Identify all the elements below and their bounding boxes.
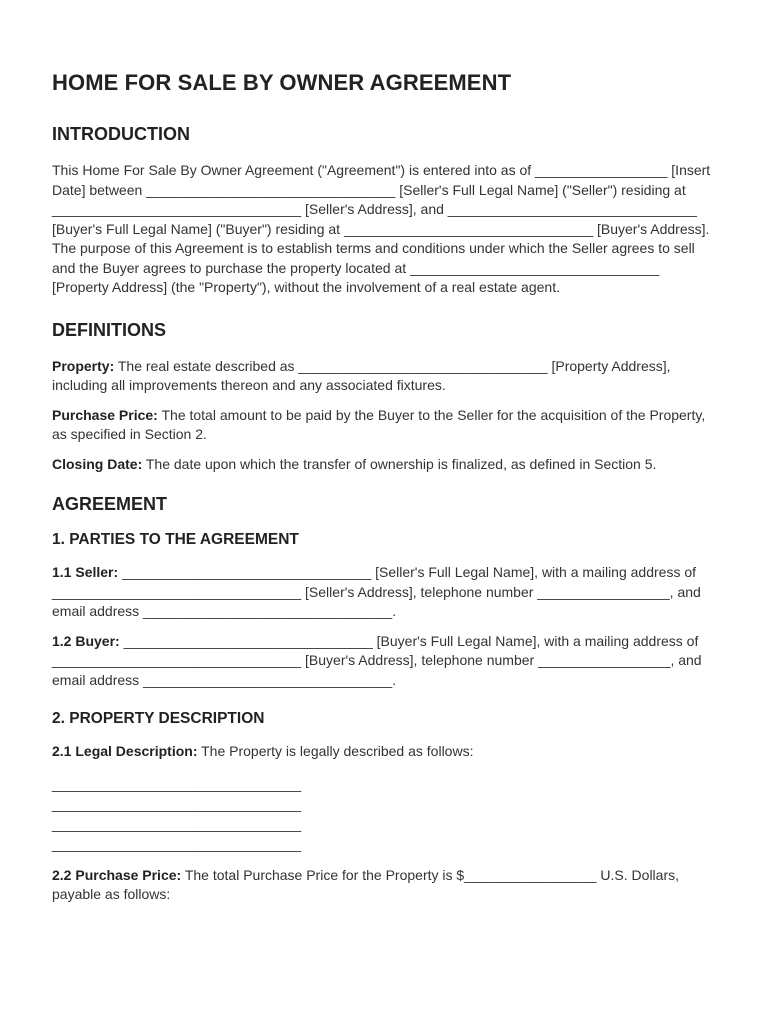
buyer-label: 1.2 Buyer:: [52, 632, 120, 649]
purchase-price-clause: [52, 866, 718, 905]
blank-line: ________________________________: [52, 775, 302, 792]
definition-property: [52, 357, 718, 396]
parties-subsection: [52, 531, 718, 690]
definition-text: The date upon which the transfer of ownership is finalized, as defined in Section 5.: [142, 455, 657, 472]
legal-description-label: 2.1 Legal Description:: [52, 743, 198, 759]
introduction-text: This Home For Sale By Owner Agreement ("Agreement") is entered into as of _________________ [Insert Date] between ________________________________ [Seller's Full Legal Name] ("Seller") residing at ________________________________ [Seller's Address], and ________________________________ [Buyer's Full Legal Name] ("Buyer") residing at ________________________________ [Buyer's Address]. The purpose of this Agreement is to establish terms and conditions under which the Seller agrees to sell and the Buyer agrees to purchase the property located at ________________________________ [Property Address] (the "Property"), without the involvement of a real estate agent.: [52, 162, 711, 295]
buyer-text: ________________________________ [Buyer's Full Legal Name], with a mailing address of ________________________________ [Buyer's Address], telephone number _________________, and email address ________________________________.: [52, 632, 702, 688]
definitions-section: [52, 320, 718, 475]
blank-line: ________________________________: [52, 795, 302, 812]
definition-text: The real estate described as ________________________________ [Property Address], including all improvements thereon and any associated fixtures.: [52, 357, 671, 393]
definition-label: Purchase Price:: [52, 406, 158, 423]
introduction-section: [52, 124, 718, 298]
agreement-section: [52, 494, 718, 905]
seller-clause: [52, 563, 718, 622]
definition-closing-date: [52, 455, 718, 475]
property-description-subsection: [52, 710, 718, 905]
buyer-clause: [52, 632, 718, 691]
introduction-heading: INTRODUCTION: [52, 124, 190, 144]
definition-label: Property:: [52, 357, 115, 374]
definition-purchase-price: [52, 406, 718, 445]
legal-description-clause: [52, 742, 718, 762]
legal-description-blank-lines: [52, 774, 718, 854]
document-title: HOME FOR SALE BY OWNER AGREEMENT: [52, 70, 512, 95]
parties-heading: 1. PARTIES TO THE AGREEMENT: [52, 531, 299, 548]
legal-description-text: The Property is legally described as follows:: [197, 743, 474, 759]
blank-line: ________________________________: [52, 835, 302, 852]
purchase-price-text: The total Purchase Price for the Property is $_________________ U.S. Dollars, payable as follows:: [52, 866, 680, 902]
seller-label: 1.1 Seller:: [52, 564, 119, 580]
definition-text: The total amount to be paid by the Buyer to the Seller for the acquisition of the Property, as specified in Section 2.: [52, 406, 706, 442]
blank-line: ________________________________: [52, 815, 302, 832]
seller-text: ________________________________ [Seller's Full Legal Name], with a mailing address of ________________________________ [Seller's Address], telephone number _________________, and email address ________________________________.: [52, 564, 701, 619]
property-description-heading: 2. PROPERTY DESCRIPTION: [52, 710, 265, 727]
purchase-price-label: 2.2 Purchase Price:: [52, 866, 182, 883]
definition-label: Closing Date:: [52, 455, 143, 472]
definitions-heading: DEFINITIONS: [52, 319, 167, 340]
agreement-heading: AGREEMENT: [52, 494, 168, 514]
